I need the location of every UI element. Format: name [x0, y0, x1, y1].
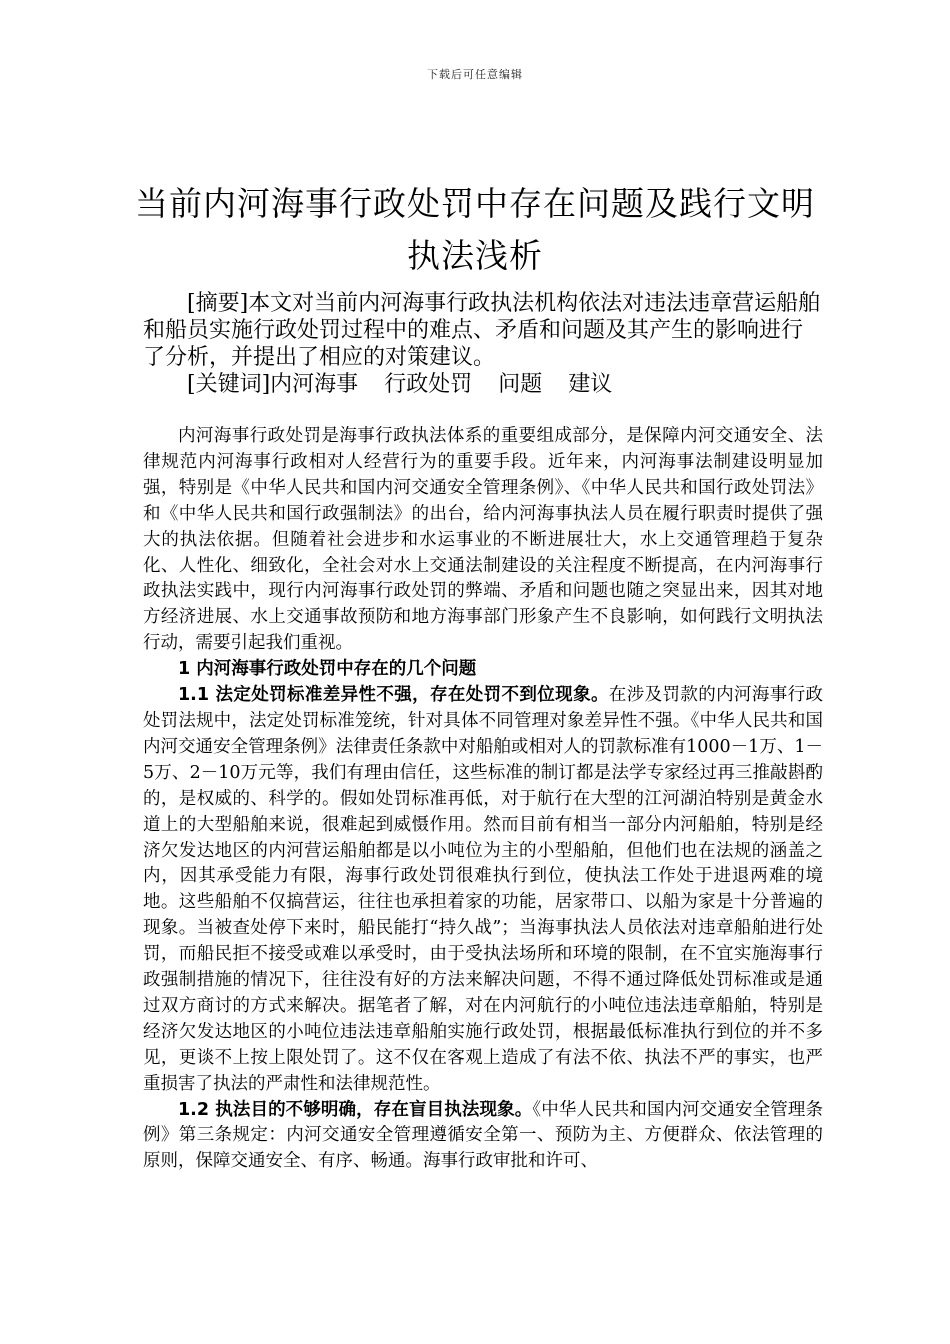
- keyword: 行政处罚: [384, 372, 473, 397]
- keyword: 问题: [498, 372, 543, 397]
- section-1-2-paragraph: [143, 1098, 823, 1176]
- keyword: 建议: [568, 372, 613, 397]
- section-heading: 1 内河海事行政处罚中存在的几个问题: [178, 659, 477, 680]
- section-1-2-text: 《中华人民共和国内河交通安全管理条例》第三条规定：内河交通安全管理遵循安全第一、预防为主、方便群众、依法管理的原则，保障交通安全、有序、畅通。海事行政审批和许可、: [143, 1099, 824, 1172]
- abstract-paragraph: [143, 290, 823, 371]
- keywords-line: [143, 371, 823, 398]
- keywords-label: [关键词]: [187, 372, 271, 397]
- section-1-2-lead: 1.2 执法目的不够明确，存在盲目执法现象。: [178, 1099, 533, 1120]
- section-1-1-lead: 1.1 法定处罚标准差异性不强，存在处罚不到位现象。: [178, 685, 609, 706]
- section-1-1-text: 在涉及罚款的内河海事行政处罚法规中，法定处罚标准笼统，针对具体不同管理对象差异性不强。《中华人民共和国内河交通安全管理条例》法律责任条款中对船舶或相对人的罚款标准有1000－1万、1－5万、2－10万元等，我们有理由信任，这些标准的制订都是法学专家经过再三推敲斟酌的，是权威的、科学的。假如处罚标准再低，对于航行在大型的江河湖泊特别是黄金水道上的大型船舶来说，很难起到威慑作用。然而目前有相当一部分内河船舶，特别是经济欠发达地区的内河营运船舶都是以小吨位为主的小型船舶，但他们也在法规的涵盖之内，因其承受能力有限，海事行政处罚很难执行到位，使执法工作处于进退两难的境地。这些船舶不仅搞营运，往往也承担着家的功能，居家带口、以船为家是十分普遍的现象。当被查处停下来时，船民能打“持久战”；当海事执法人员依法对违章船舶进行处罚，而船民拒不接受或难以承受时，由于受执法场所和环境的限制，在不宜实施海事行政强制措施的情况下，往往没有好的方法来解决问题，不得不通过降低处罚标准或是通过双方商讨的方式来解决。据笔者了解，对在内河航行的小吨位违法违章船舶，特别是经济欠发达地区的小吨位违法违章船舶实施行政处罚，根据最低标准执行到位的并不多见，更谈不上按上限处罚了。这不仅在客观上造成了有法不依、执法不严的事实，也严重损害了执法的严肃性和法律规范性。: [143, 685, 824, 1094]
- keyword: 内河海事: [270, 372, 359, 397]
- abstract-label: [摘要]: [187, 291, 249, 316]
- document-title: 当前内河海事行政处罚中存在问题及践行文明执法浅析: [135, 184, 815, 275]
- body-text: [143, 424, 823, 1175]
- abstract-block: [143, 290, 823, 398]
- page-header-note: 下载后可任意编辑: [427, 68, 523, 81]
- section-1-1-paragraph: [143, 683, 823, 1098]
- abstract-text: 本文对当前内河海事行政执法机构依法对违法违章营运船舶和船员实施行政处罚过程中的难点、矛盾和问题及其产生的影响进行了分析，并提出了相应的对策建议。: [143, 291, 821, 370]
- intro-paragraph: 内河海事行政处罚是海事行政执法体系的重要组成部分，是保障内河交通安全、法律规范内河海事行政相对人经营行为的重要手段。近年来，内河海事法制建设明显加强，特别是《中华人民共和国内河交通安全管理条例》、《中华人民共和国行政处罚法》和《中华人民共和国行政强制法》的出台，给内河海事执法人员在履行职责时提供了强大的执法依据。但随着社会进步和水运事业的不断进展壮大，水上交通管理趋于复杂化、人性化、细致化，全社会对水上交通法制建设的关注程度不断提高，在内河海事行政执法实践中，现行内河海事行政处罚的弊端、矛盾和问题也随之突显出来，因其对地方经济进展、水上交通事故预防和地方海事部门形象产生不良影响，如何践行文明执法行动，需要引起我们重视。: [143, 426, 823, 654]
